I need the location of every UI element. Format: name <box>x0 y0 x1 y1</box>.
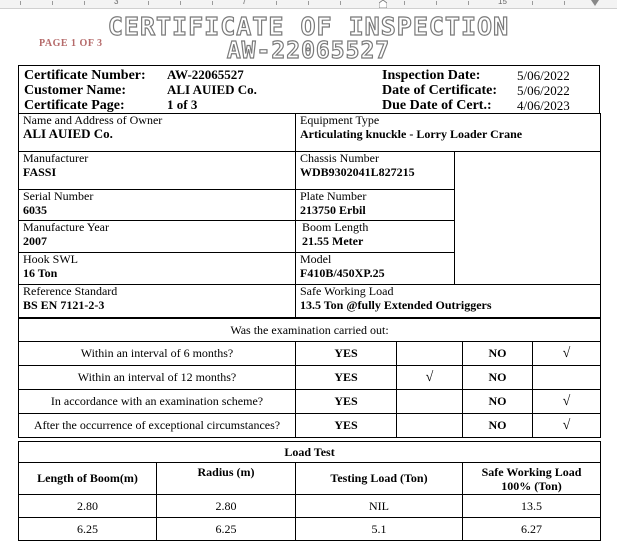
right-indent-marker-icon[interactable] <box>591 0 599 6</box>
ruler-tick <box>308 1 309 5</box>
field-value: 2007 <box>23 234 47 248</box>
field-label: Safe Working Load <box>300 284 394 298</box>
field-value: 16 Ton <box>23 266 58 280</box>
ruler-tick <box>212 1 213 5</box>
ruler-tick <box>180 1 181 5</box>
field-label: Equipment Type <box>300 113 380 127</box>
exam-question: After the occurrence of exceptional circumstances? <box>19 414 296 438</box>
table-row <box>19 442 601 463</box>
table-cell: 13.5 <box>463 495 601 518</box>
field-label: Model <box>300 252 332 266</box>
table-row <box>19 414 601 438</box>
table-row <box>19 342 601 366</box>
hook-swl-cell <box>19 253 296 285</box>
no-checkbox[interactable] <box>533 366 601 390</box>
safe-working-load-cell <box>296 285 601 318</box>
ruler-tick <box>468 1 469 5</box>
ruler-number: 3 <box>114 0 119 6</box>
no-label: NO <box>463 390 533 414</box>
ruler-tick <box>436 1 437 5</box>
table-cell: 6.25 <box>157 518 296 541</box>
ruler-tick <box>84 1 85 5</box>
field-value: FASSI <box>23 165 57 179</box>
field-value: BS EN 7121-2-3 <box>23 298 105 312</box>
certificate-date-label: Date of Certificate: <box>382 83 498 98</box>
ruler-tick <box>532 1 533 5</box>
customer-name-label: Customer Name: <box>24 83 126 98</box>
field-label: Boom Length <box>302 220 369 234</box>
page-tag: PAGE 1 OF 3 <box>39 38 103 49</box>
table-cell: 2.80 <box>19 495 157 518</box>
table-row <box>19 221 601 253</box>
table-row <box>19 285 601 318</box>
load-test-table <box>18 441 601 541</box>
ruler-number: 7 <box>242 0 247 6</box>
yes-checkbox[interactable] <box>397 342 463 366</box>
reference-standard-cell <box>19 285 296 318</box>
field-label: Name and Address of Owner <box>23 113 163 127</box>
column-header: Testing Load (Ton) <box>296 463 463 495</box>
no-label: NO <box>463 414 533 438</box>
cert-number-value: AW-22065527 <box>167 67 244 82</box>
exam-question: Within an interval of 12 months? <box>19 366 296 390</box>
table-row <box>19 114 601 152</box>
table-row <box>19 495 601 518</box>
field-value: ALI AUIED Co. <box>23 126 113 141</box>
ruler-number: 15 <box>498 0 507 6</box>
yes-checkbox[interactable] <box>397 390 463 414</box>
ruler-tick <box>52 1 53 5</box>
field-value: 13.5 Ton @fully Extended Outriggers <box>300 298 492 312</box>
field-value: 6035 <box>23 203 47 217</box>
field-label: Chassis Number <box>300 151 379 165</box>
ruler-tick <box>404 1 405 5</box>
due-date-value: 4/06/2023 <box>517 98 570 113</box>
yes-label: YES <box>296 342 397 366</box>
field-label: Serial Number <box>23 189 94 203</box>
ruler-tick <box>564 1 565 5</box>
ruler-tick <box>276 1 277 5</box>
table-row <box>19 518 601 541</box>
field-value: 213750 Erbil <box>300 203 366 217</box>
examination-table <box>18 318 601 438</box>
certificate-number-banner: AW-22065527 <box>226 38 391 64</box>
field-value: WDB9302041L827215 <box>300 165 415 179</box>
no-checkbox[interactable]: √ <box>533 342 601 366</box>
equipment-type-cell <box>296 114 601 152</box>
table-row <box>19 390 601 414</box>
yes-label: YES <box>296 390 397 414</box>
boom-length-cell <box>296 221 455 253</box>
table-cell: 6.27 <box>463 518 601 541</box>
horizontal-ruler[interactable] <box>0 0 617 9</box>
yes-checkbox[interactable] <box>397 414 463 438</box>
table-row <box>19 152 601 190</box>
field-value: Articulating knuckle - Lorry Loader Crane <box>300 127 523 141</box>
inspection-date-value: 5/06/2022 <box>517 68 570 83</box>
no-label: NO <box>463 366 533 390</box>
yes-label: YES <box>296 366 397 390</box>
certificate-header <box>18 65 600 114</box>
certificate-title: CERTIFICATE OF INSPECTION <box>107 12 510 41</box>
field-label: Plate Number <box>300 189 367 203</box>
ruler-tick <box>340 1 341 5</box>
indent-marker-icon[interactable] <box>379 0 387 8</box>
field-value: F410B/450XP.25 <box>300 266 385 280</box>
field-label: Manufacture Year <box>23 220 109 234</box>
model-cell <box>296 253 455 285</box>
plate-number-cell <box>296 190 455 221</box>
certificate-page-value: 1 of 3 <box>167 97 198 112</box>
no-checkbox[interactable]: √ <box>533 390 601 414</box>
ruler-tick <box>20 1 21 5</box>
column-header: Safe Working Load 100% (Ton) <box>463 463 601 495</box>
table-row <box>19 366 601 390</box>
field-label: Manufacturer <box>23 151 89 165</box>
manufacture-year-cell <box>19 221 296 253</box>
examination-heading: Was the examination carried out: <box>19 319 601 342</box>
table-cell: 2.80 <box>157 495 296 518</box>
blank-cell <box>455 152 601 221</box>
yes-label: YES <box>296 414 397 438</box>
ruler-tick <box>148 1 149 5</box>
manufacturer-cell <box>19 152 296 190</box>
chassis-cell <box>296 152 455 190</box>
load-test-heading: Load Test <box>19 442 601 463</box>
equipment-details-table <box>18 113 601 318</box>
exam-question: Within an interval of 6 months? <box>19 342 296 366</box>
column-header: Radius (m) <box>157 463 296 495</box>
owner-cell <box>19 114 296 152</box>
certificate-page-label: Certificate Page: <box>24 98 125 113</box>
due-date-label: Due Date of Cert.: <box>382 98 492 113</box>
table-row <box>19 319 601 342</box>
blank-cell <box>455 221 601 285</box>
yes-checkbox[interactable]: √ <box>397 366 463 390</box>
table-row <box>19 463 601 495</box>
no-label: NO <box>463 342 533 366</box>
certificate-date-value: 5/06/2022 <box>517 83 570 98</box>
cert-number-label: Certificate Number: <box>24 68 146 83</box>
customer-name-value: ALI AUIED Co. <box>167 82 257 97</box>
field-label: Hook SWL <box>23 252 78 266</box>
field-value: 21.55 Meter <box>302 234 364 248</box>
table-cell: 5.1 <box>296 518 463 541</box>
serial-number-cell <box>19 190 296 221</box>
exam-question: In accordance with an examination scheme? <box>19 390 296 414</box>
table-cell: NIL <box>296 495 463 518</box>
column-header: Length of Boom(m) <box>19 463 157 495</box>
inspection-date-label: Inspection Date: <box>382 68 481 83</box>
table-cell: 6.25 <box>19 518 157 541</box>
no-checkbox[interactable]: √ <box>533 414 601 438</box>
field-label: Reference Standard <box>23 284 118 298</box>
